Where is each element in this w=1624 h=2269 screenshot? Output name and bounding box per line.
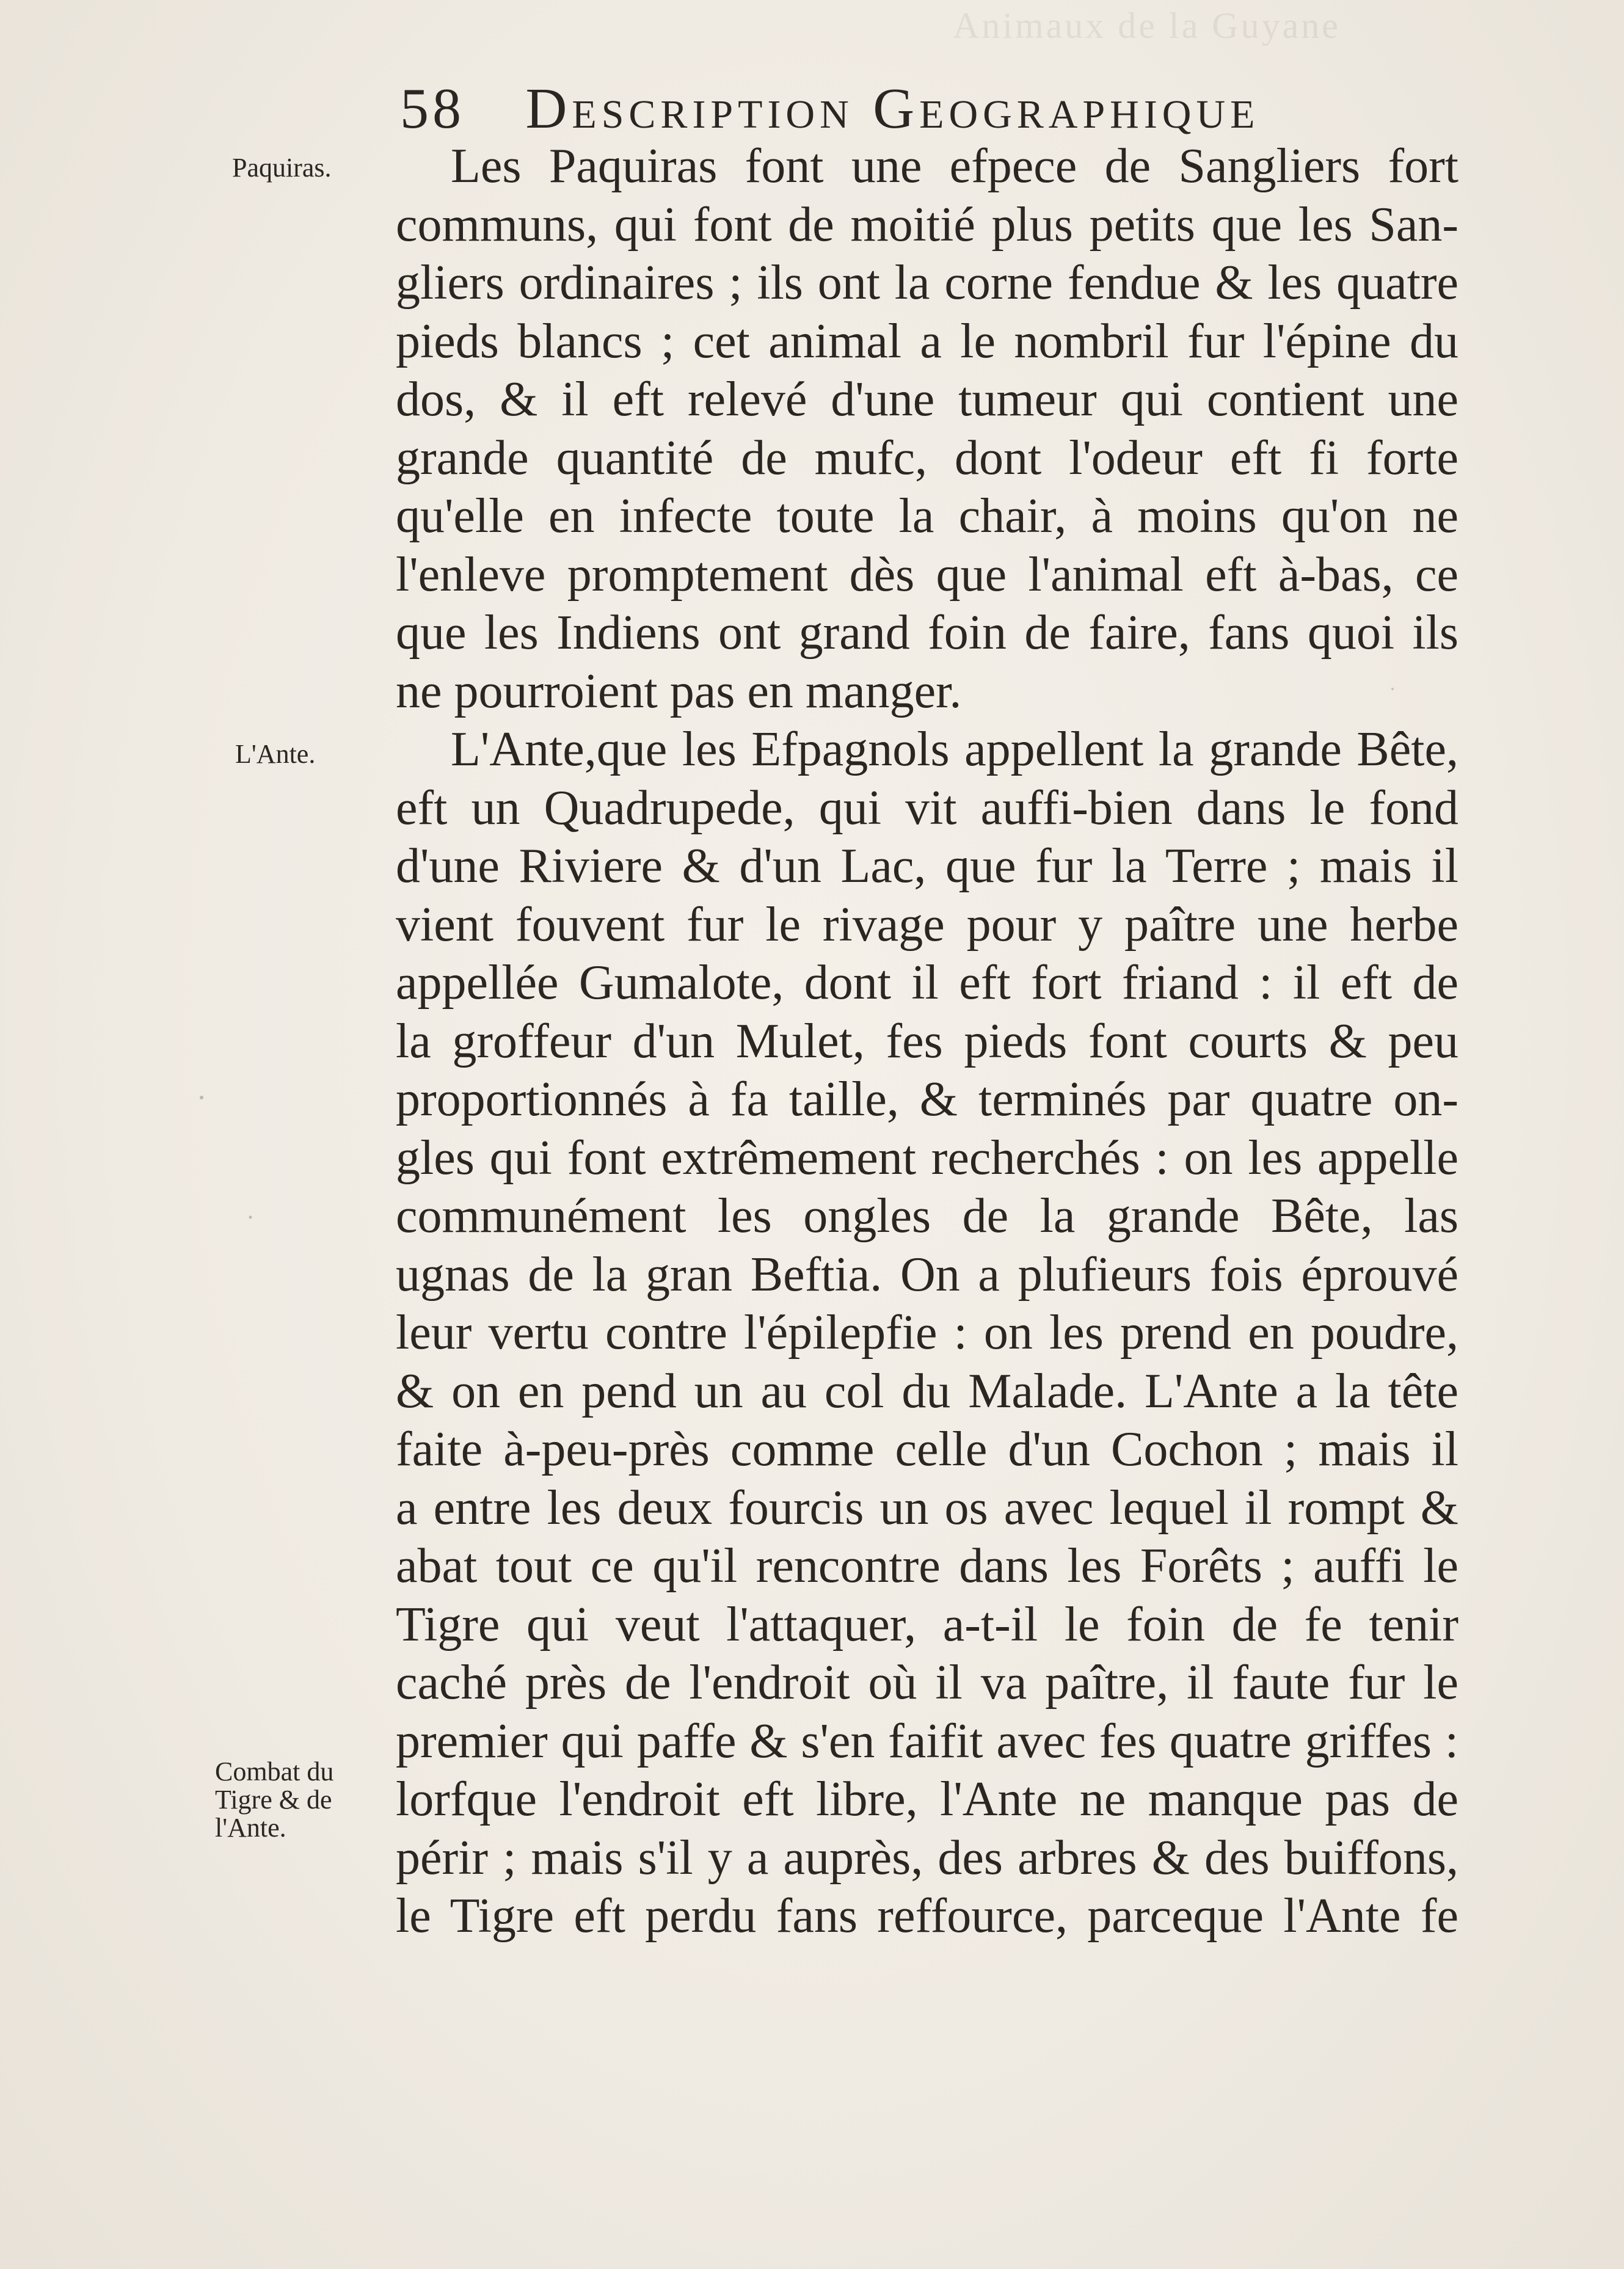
margin-note-line: Tigre & de bbox=[215, 1785, 332, 1815]
text-line: communs, qui font de moitié plus petits que les San- bbox=[396, 197, 1458, 252]
text-line: l'enleve promptement dès que l'animal eft à-bas, ce bbox=[396, 547, 1458, 602]
text-line: d'une Riviere & d'un Lac, que fur la Terre ; mais il bbox=[396, 839, 1458, 893]
text-line: la groffeur d'un Mulet, fes pieds font courts & peu bbox=[396, 1014, 1458, 1068]
text-line: Tigre qui veut l'attaquer, a-t-il le foin de fe tenir bbox=[396, 1597, 1458, 1652]
text-line: eft un Quadrupede, qui vit auffi-bien dans le fond bbox=[396, 781, 1458, 835]
text-line: le Tigre eft perdu fans reffource, parceque l'Ante fe bbox=[396, 1889, 1458, 1943]
text-line: faite à-peu-près comme celle d'un Cochon ; mais il bbox=[396, 1422, 1458, 1476]
text-line: a entre les deux fourcis un os avec lequel il rompt & bbox=[396, 1480, 1458, 1535]
margin-note-line: Combat du bbox=[215, 1757, 334, 1786]
margin-note-line: L'Ante. bbox=[235, 739, 316, 769]
text-line: proportionnés à fa taille, & terminés par quatre on- bbox=[396, 1073, 1458, 1126]
text-line: premier qui paffe & s'en faifit avec fes quatre griffes : bbox=[396, 1714, 1458, 1768]
text-line: & on en pend un au col du Malade. L'Ante a la tête bbox=[396, 1364, 1458, 1418]
text-line: caché près de l'endroit où il va paître, il faute fur le bbox=[396, 1656, 1458, 1710]
text-line: gles qui font extrêmement recherchés : on les appelle bbox=[396, 1131, 1458, 1185]
text-line: ugnas de la gran Beftia. On a plufieurs fois éprouvé bbox=[396, 1247, 1458, 1302]
text-line: que les Indiens ont grand foin de faire, fans quoi ils bbox=[396, 606, 1458, 660]
text-line: communément les ongles de la grande Bête, las bbox=[396, 1189, 1458, 1243]
text-line: grande quantité de mufc, dont l'odeur eft fi forte bbox=[396, 431, 1458, 485]
text-line: abat tout ce qu'il rencontre dans les Forêts ; auffi le bbox=[396, 1539, 1458, 1593]
text-line: dos, & il eft relevé d'une tumeur qui contient une bbox=[396, 373, 1458, 426]
text-line: ne pourroient pas en manger. bbox=[396, 664, 962, 718]
text-line: L'Ante,que les Efpagnols appellent la grande Bête, bbox=[451, 723, 1458, 776]
text-line: périr ; mais s'il y a auprès, des arbres & des buiffons, bbox=[396, 1830, 1458, 1885]
text-line: qu'elle en infecte toute la chair, à moins qu'on ne bbox=[396, 489, 1458, 543]
bleed-through-text: Animaux de la Guyane bbox=[953, 5, 1341, 46]
text-line: vient fouvent fur le rivage pour y paître une herbe bbox=[396, 897, 1458, 952]
margin-note-line: Paquiras. bbox=[232, 153, 332, 183]
text-line: appellée Gumalote, dont il eft fort friand : il eft de bbox=[396, 956, 1458, 1010]
text-line: lorfque l'endroit eft libre, l'Ante ne manque pas de bbox=[396, 1772, 1458, 1826]
page-number: 58 bbox=[400, 77, 465, 140]
text-line: pieds blancs ; cet animal a le nombril fur l'épine du bbox=[396, 314, 1458, 368]
text-line: leur vertu contre l'épilepfie : on les prend en poudre, bbox=[396, 1306, 1458, 1360]
margin-note-line: l'Ante. bbox=[215, 1813, 286, 1843]
running-title: Description Geographique bbox=[525, 77, 1260, 140]
text-line: gliers ordinaires ; ils ont la corne fendue & les quatre bbox=[396, 256, 1458, 310]
text-line: Les Paquiras font une efpece de Sangliers fort bbox=[451, 139, 1458, 193]
